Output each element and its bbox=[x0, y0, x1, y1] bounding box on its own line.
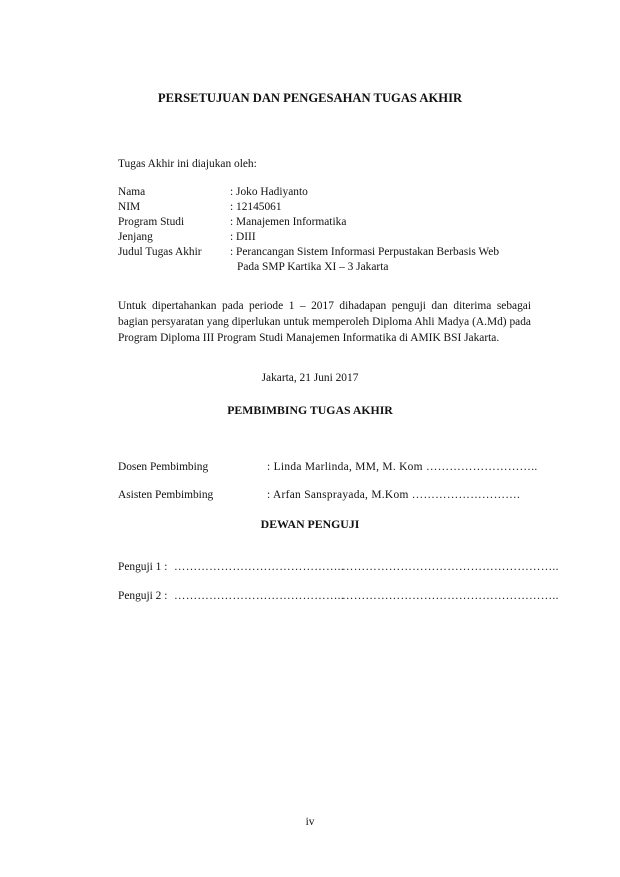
examiner-2-label: Penguji 2 : bbox=[118, 590, 168, 602]
field-value-nim: : 12145061 bbox=[230, 201, 282, 213]
field-label-judul: Judul Tugas Akhir bbox=[118, 246, 202, 258]
submitted-by-label: Tugas Akhir ini diajukan oleh: bbox=[118, 158, 257, 170]
document-title: PERSETUJUAN DAN PENGESAHAN TUGAS AKHIR bbox=[157, 91, 463, 105]
field-label-jenjang: Jenjang bbox=[118, 231, 153, 243]
field-label-program-studi: Program Studi bbox=[118, 216, 185, 228]
supervisor-heading: PEMBIMBING TUGAS AKHIR bbox=[227, 403, 393, 417]
examiner-2-signature-line: …………………………………….. bbox=[174, 590, 344, 602]
assistant-supervisor-label: Asisten Pembimbing bbox=[118, 489, 214, 501]
field-label-nim: NIM bbox=[118, 201, 141, 213]
examiner-heading: DEWAN PENGUJI bbox=[260, 517, 360, 531]
field-value-program-studi: : Manajemen Informatika bbox=[230, 216, 347, 228]
page-number: iv bbox=[305, 816, 315, 828]
supervisor-value: : Linda Marlinda, MM, M. Kom ……………………….. bbox=[267, 461, 538, 473]
field-label-nama: Nama bbox=[118, 186, 146, 198]
statement-paragraph: Untuk dipertahankan pada periode 1 – 2017 dihadapan penguji dan diterima sebagai bagian persyaratan yang diperlukan untuk memperoleh Diploma Ahli Madya (A.Md) pada Program Diploma III Program Studi Manajemen Informatika di AMIK BSI Jakarta. bbox=[118, 300, 531, 345]
examiner-1-name-line: ……………………………………………….. bbox=[342, 561, 559, 573]
assistant-supervisor-value: : Arfan Sansprayada, M.Kom ………………………. bbox=[267, 489, 521, 501]
examiner-1-signature-line: …………………………………….. bbox=[174, 561, 344, 573]
examiner-2-name-line: ……………………………………………….. bbox=[342, 590, 559, 602]
examiner-1-label: Penguji 1 : bbox=[118, 561, 168, 573]
supervisor-label: Dosen Pembimbing bbox=[118, 461, 209, 473]
field-value-judul-line2: Pada SMP Kartika XI – 3 Jakarta bbox=[237, 261, 389, 273]
field-value-jenjang: : DIII bbox=[230, 231, 256, 243]
field-value-nama: : Joko Hadiyanto bbox=[230, 186, 308, 198]
place-date: Jakarta, 21 Juni 2017 bbox=[261, 372, 359, 384]
field-value-judul: : Perancangan Sistem Informasi Perpustakan Berbasis Web bbox=[230, 246, 500, 258]
